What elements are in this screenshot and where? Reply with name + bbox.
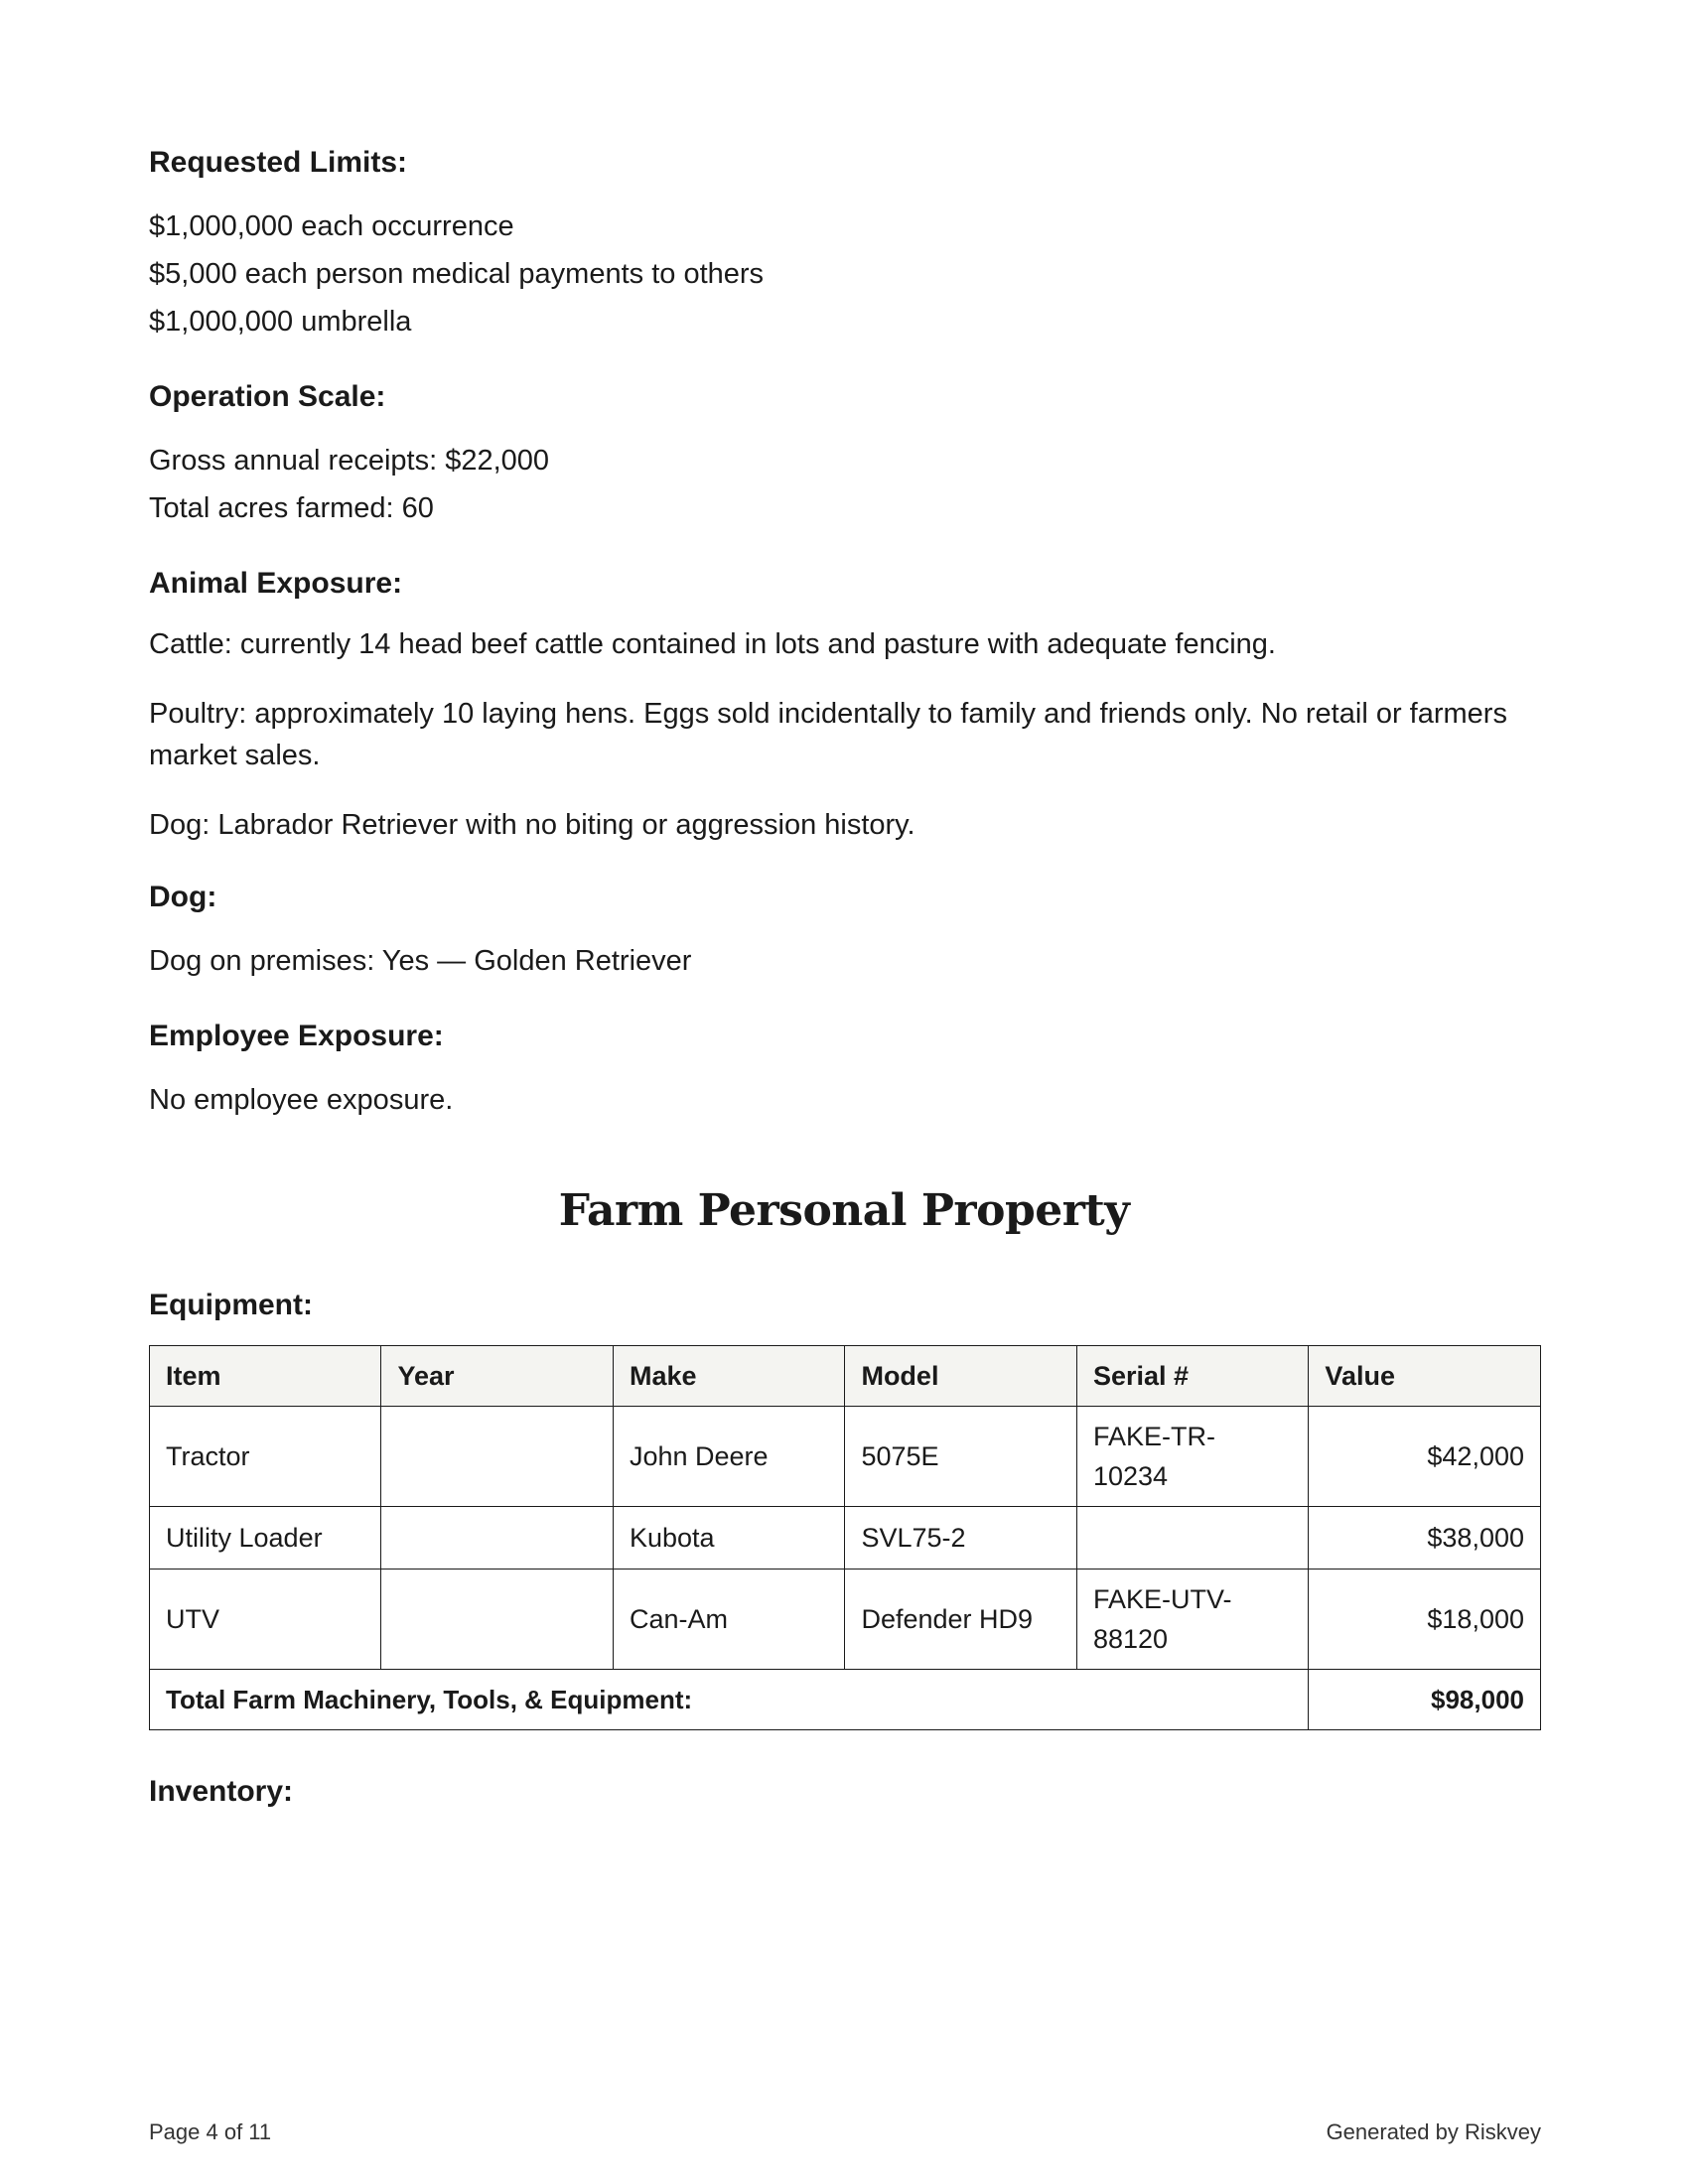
cell-serial <box>1076 1570 1308 1670</box>
serial-text: FAKE-UTV-88120 <box>1092 1584 1232 1654</box>
animal-exposure-paragraph: Cattle: currently 14 head beef cattle contained in lots and pasture with adequate fencing. <box>149 628 1276 660</box>
equipment-label: Equipment: <box>149 1289 313 1321</box>
cell-year <box>381 1570 613 1670</box>
column-header-serial: Serial # <box>1076 1346 1308 1407</box>
column-header-make: Make <box>613 1346 844 1407</box>
cell-serial <box>1076 1507 1308 1570</box>
operation-scale-section <box>149 379 1539 532</box>
serial-text: FAKE-TR-10234 <box>1092 1422 1215 1491</box>
page-footer <box>149 2119 1541 2145</box>
total-value: $98,000 <box>1309 1670 1541 1730</box>
cell-item: UTV <box>150 1570 381 1670</box>
requested-limits-label: Requested Limits: <box>149 146 408 179</box>
dog-label: Dog: <box>149 881 217 913</box>
cell-value: $42,000 <box>1309 1407 1541 1507</box>
cell-item: Utility Loader <box>150 1507 381 1570</box>
table-header-row <box>150 1346 1541 1407</box>
page-number: Page 4 of 11 <box>149 2119 272 2144</box>
cell-value: $18,000 <box>1309 1570 1541 1670</box>
limit-line: $1,000,000 each occurrence <box>149 210 514 242</box>
dog-text: Dog on premises: Yes — Golden Retriever <box>149 945 692 977</box>
inventory-label: Inventory: <box>149 1775 294 1808</box>
operation-scale-line: Total acres farmed: 60 <box>149 492 434 524</box>
column-header-item: Item <box>150 1346 381 1407</box>
column-header-value: Value <box>1309 1346 1541 1407</box>
employee-exposure-text: No employee exposure. <box>149 1084 454 1116</box>
animal-exposure-paragraph: Poultry: approximately 10 laying hens. Eggs sold incidentally to family and friends only. No retail or farmers market sales. <box>149 698 1507 771</box>
table-row <box>150 1570 1541 1670</box>
generated-by: Generated by Riskvey <box>1326 2119 1541 2144</box>
column-header-year: Year <box>381 1346 613 1407</box>
section-title: Farm Personal Property <box>558 1185 1130 1236</box>
employee-exposure-section <box>149 1019 1539 1124</box>
cell-year <box>381 1407 613 1507</box>
cell-make: Kubota <box>613 1507 844 1570</box>
cell-year <box>381 1507 613 1570</box>
animal-exposure-section <box>149 566 1539 846</box>
employee-exposure-label: Employee Exposure: <box>149 1020 444 1052</box>
cell-model: 5075E <box>845 1407 1076 1507</box>
cell-model: Defender HD9 <box>845 1570 1076 1670</box>
table-total-row <box>150 1670 1541 1730</box>
table-row <box>150 1407 1541 1507</box>
cell-make: John Deere <box>613 1407 844 1507</box>
total-label: Total Farm Machinery, Tools, & Equipment: <box>150 1670 1309 1730</box>
cell-make: Can-Am <box>613 1570 844 1670</box>
operation-scale-line: Gross annual receipts: $22,000 <box>149 445 550 477</box>
cell-value: $38,000 <box>1309 1507 1541 1570</box>
cell-model: SVL75-2 <box>845 1507 1076 1570</box>
column-header-model: Model <box>845 1346 1076 1407</box>
table-row <box>150 1507 1541 1570</box>
requested-limits-section <box>149 145 1539 345</box>
limit-line: $5,000 each person medical payments to others <box>149 258 765 290</box>
cell-item: Tractor <box>150 1407 381 1507</box>
cell-serial <box>1076 1407 1308 1507</box>
limit-line: $1,000,000 umbrella <box>149 306 412 338</box>
animal-exposure-label: Animal Exposure: <box>149 567 403 600</box>
dog-section <box>149 880 1539 985</box>
equipment-table <box>149 1345 1541 1730</box>
operation-scale-label: Operation Scale: <box>149 380 386 413</box>
animal-exposure-paragraph: Dog: Labrador Retriever with no biting or aggression history. <box>149 809 915 841</box>
document-page <box>149 145 1539 1832</box>
